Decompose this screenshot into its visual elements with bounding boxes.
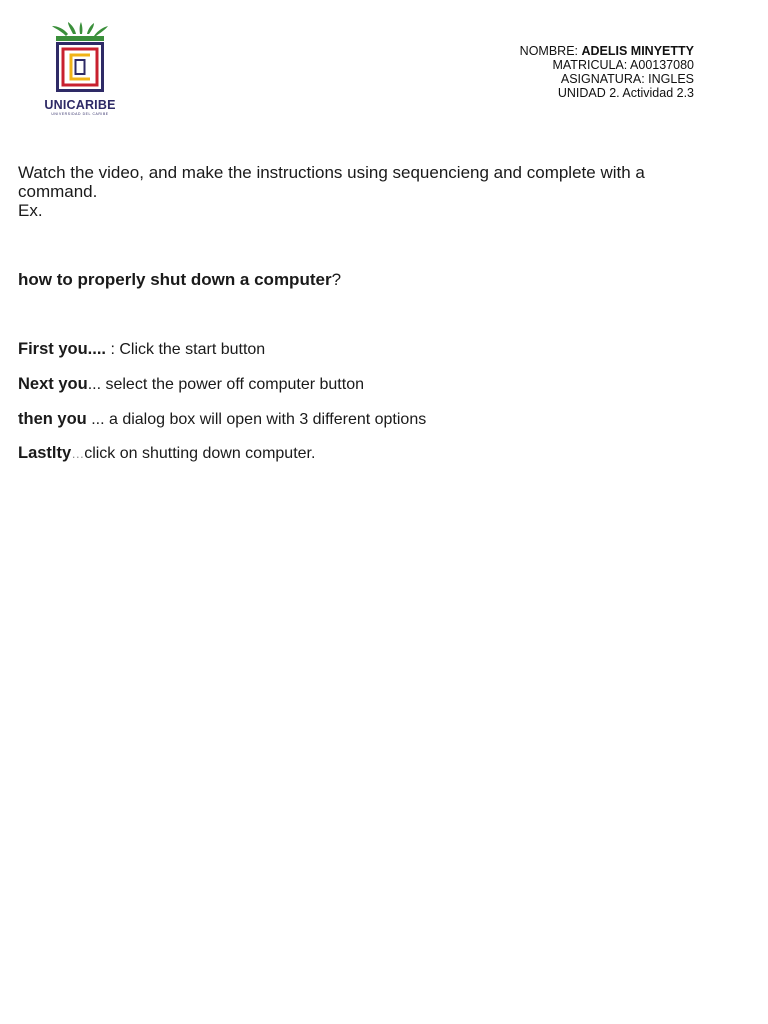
logo-subtitle: UNIVERSIDAD DEL CARIBE [51,112,109,116]
leaf-icon [94,26,108,36]
step-then: then you ... a dialog box will open with 3 different options [18,410,427,428]
step-first: First you.... : Click the start button [18,340,266,358]
logo-emblem-icon [40,22,120,98]
question-mark: ? [331,270,342,289]
student-id: MATRICULA: A00137080 [552,58,694,72]
leaf-icon [87,23,94,34]
student-info [520,44,694,100]
leaf-icon [68,22,76,34]
instruction-line-1: Watch the video, and make the instructions using sequencieng and complete with a [18,163,645,182]
subject: ASIGNATURA: INGLES [560,72,694,86]
unit-activity: UNIDAD 2. Actividad 2.3 [557,86,694,100]
step-lastly: Lastlty…click on shutting down computer. [18,444,316,462]
question-text: how to properly shut down a computer [18,270,332,289]
logo-name: UNICARIBE [44,98,116,112]
logo-frame-core [76,60,85,74]
leaf-icon [52,26,68,36]
instruction-line-2: command. [18,182,98,201]
university-logo [40,22,120,118]
logo-frame-inner [71,55,90,79]
step-next: Next you... select the power off computer button [18,375,364,393]
leaf-icon [80,22,83,34]
example-label: Ex. [18,201,43,220]
logo-bar [56,36,104,41]
student-name: NOMBRE: ADELIS MINYETTY [519,44,694,58]
instructions-block [18,163,698,220]
question [18,270,341,289]
